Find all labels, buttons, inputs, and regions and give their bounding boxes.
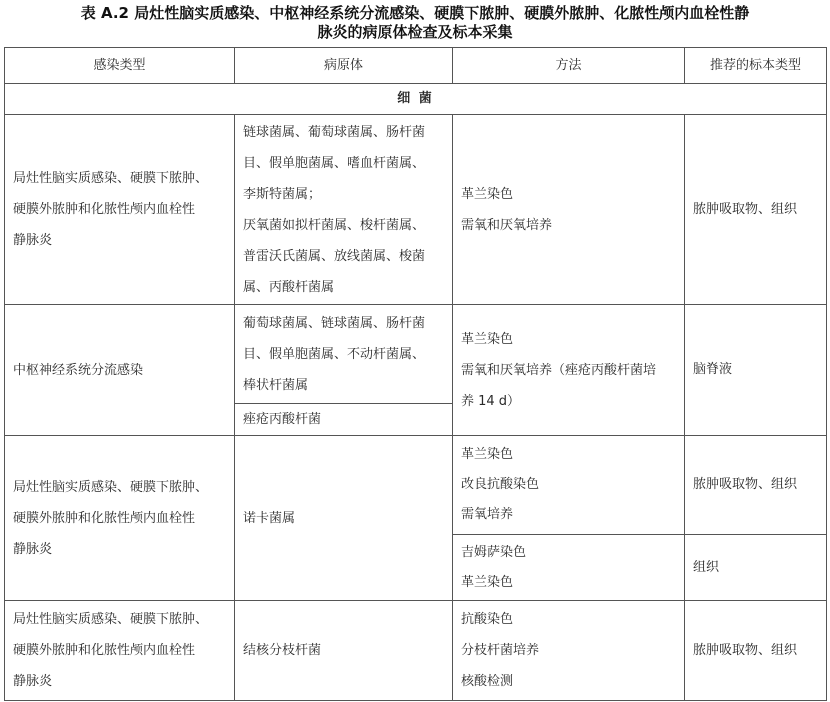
cell-line: 分枝杆菌培养	[461, 643, 540, 658]
header-specimen: 推荐的标本类型	[685, 48, 827, 84]
pathogen-cell	[235, 601, 453, 701]
cell-line: 静脉炎	[13, 233, 53, 248]
method-cell	[453, 436, 685, 535]
cell-line: 中枢神经系统分流感染	[13, 362, 144, 378]
cell-line: 需氧培养	[461, 507, 514, 522]
cell-line: 目、假单胞菌属、嗜血杆菌属、	[243, 155, 426, 171]
table-row	[5, 115, 827, 305]
cell-line: 硬膜外脓肿和化脓性颅内血栓性	[13, 643, 196, 658]
header-infection-type: 感染类型	[5, 48, 235, 84]
cell-line: 抗酸染色	[461, 612, 514, 627]
cell-line: 厌氧菌如拟杆菌属、梭杆菌属、	[243, 217, 426, 233]
specimen-cell: 脑脊液	[685, 305, 827, 436]
cell-line: 革兰染色	[461, 186, 514, 202]
method-cell	[453, 535, 685, 601]
cell-line: 结核分枝杆菌	[243, 643, 322, 658]
table-row	[5, 601, 827, 701]
infection-cell	[5, 305, 235, 436]
table-row	[5, 305, 827, 404]
cell-line: 静脉炎	[13, 674, 53, 689]
cell-line: 诺卡菌属	[243, 510, 296, 526]
cell-line: 革兰染色	[461, 447, 514, 462]
pathogen-cell	[235, 404, 453, 436]
specimen-cell: 脓肿吸取物、组织	[685, 436, 827, 535]
pathogen-cell	[235, 436, 453, 601]
cell-line: 需氧和厌氧培养	[461, 217, 553, 233]
cell-line: 局灶性脑实质感染、硬膜下脓肿、	[13, 479, 209, 495]
specimen-cell: 组织	[685, 535, 827, 601]
section-row	[5, 84, 827, 115]
table-title-line2: 脉炎的病原体检查及标本采集	[317, 23, 513, 41]
cell-line: 革兰染色	[461, 574, 514, 590]
cell-line: 硬膜外脓肿和化脓性颅内血栓性	[13, 510, 196, 526]
method-cell	[453, 305, 685, 436]
cell-line: 静脉炎	[13, 541, 53, 557]
header-method: 方法	[453, 48, 685, 84]
cell-line: 吉姆萨染色	[461, 544, 527, 560]
infection-cell	[5, 115, 235, 305]
infection-cell	[5, 601, 235, 701]
cell-line: 痤疮丙酸杆菌	[243, 412, 322, 427]
section-bacteria: 细 菌	[5, 84, 827, 115]
header-row	[5, 48, 827, 84]
cell-line: 核酸检测	[461, 674, 514, 689]
cell-line: 棒状杆菌属	[243, 377, 309, 393]
infection-cell	[5, 436, 235, 601]
method-cell	[453, 115, 685, 305]
cell-line: 葡萄球菌属、链球菌属、肠杆菌	[243, 315, 426, 331]
pathogen-cell	[235, 115, 453, 305]
method-cell	[453, 601, 685, 701]
cell-line: 改良抗酸染色	[461, 477, 540, 492]
table-row	[5, 436, 827, 535]
specimen-cell: 脓肿吸取物、组织	[685, 601, 827, 701]
cell-line: 养 14 d）	[461, 393, 521, 409]
cell-line: 革兰染色	[461, 331, 514, 347]
cell-line: 链球菌属、葡萄球菌属、肠杆菌	[243, 124, 426, 140]
cell-line: 目、假单胞菌属、不动杆菌属、	[243, 346, 426, 362]
table-title-line1: 表 A.2 局灶性脑实质感染、中枢神经系统分流感染、硬膜下脓肿、硬膜外脓肿、化脓性颅内血栓性静	[80, 4, 750, 22]
cell-line: 普雷沃氏菌属、放线菌属、梭菌	[243, 248, 426, 264]
cell-line: 局灶性脑实质感染、硬膜下脓肿、	[13, 612, 209, 627]
pathogen-cell	[235, 305, 453, 404]
specimen-cell: 脓肿吸取物、组织	[685, 115, 827, 305]
cell-line: 属、丙酸杆菌属	[243, 279, 335, 295]
cell-line: 局灶性脑实质感染、硬膜下脓肿、	[13, 171, 209, 186]
cell-line: 需氧和厌氧培养（痤疮丙酸杆菌培	[461, 362, 657, 378]
cell-line: 李斯特菌属；	[243, 186, 322, 202]
header-pathogen: 病原体	[235, 48, 453, 84]
pathogen-table	[4, 47, 827, 701]
cell-line: 硬膜外脓肿和化脓性颅内血栓性	[13, 202, 196, 217]
